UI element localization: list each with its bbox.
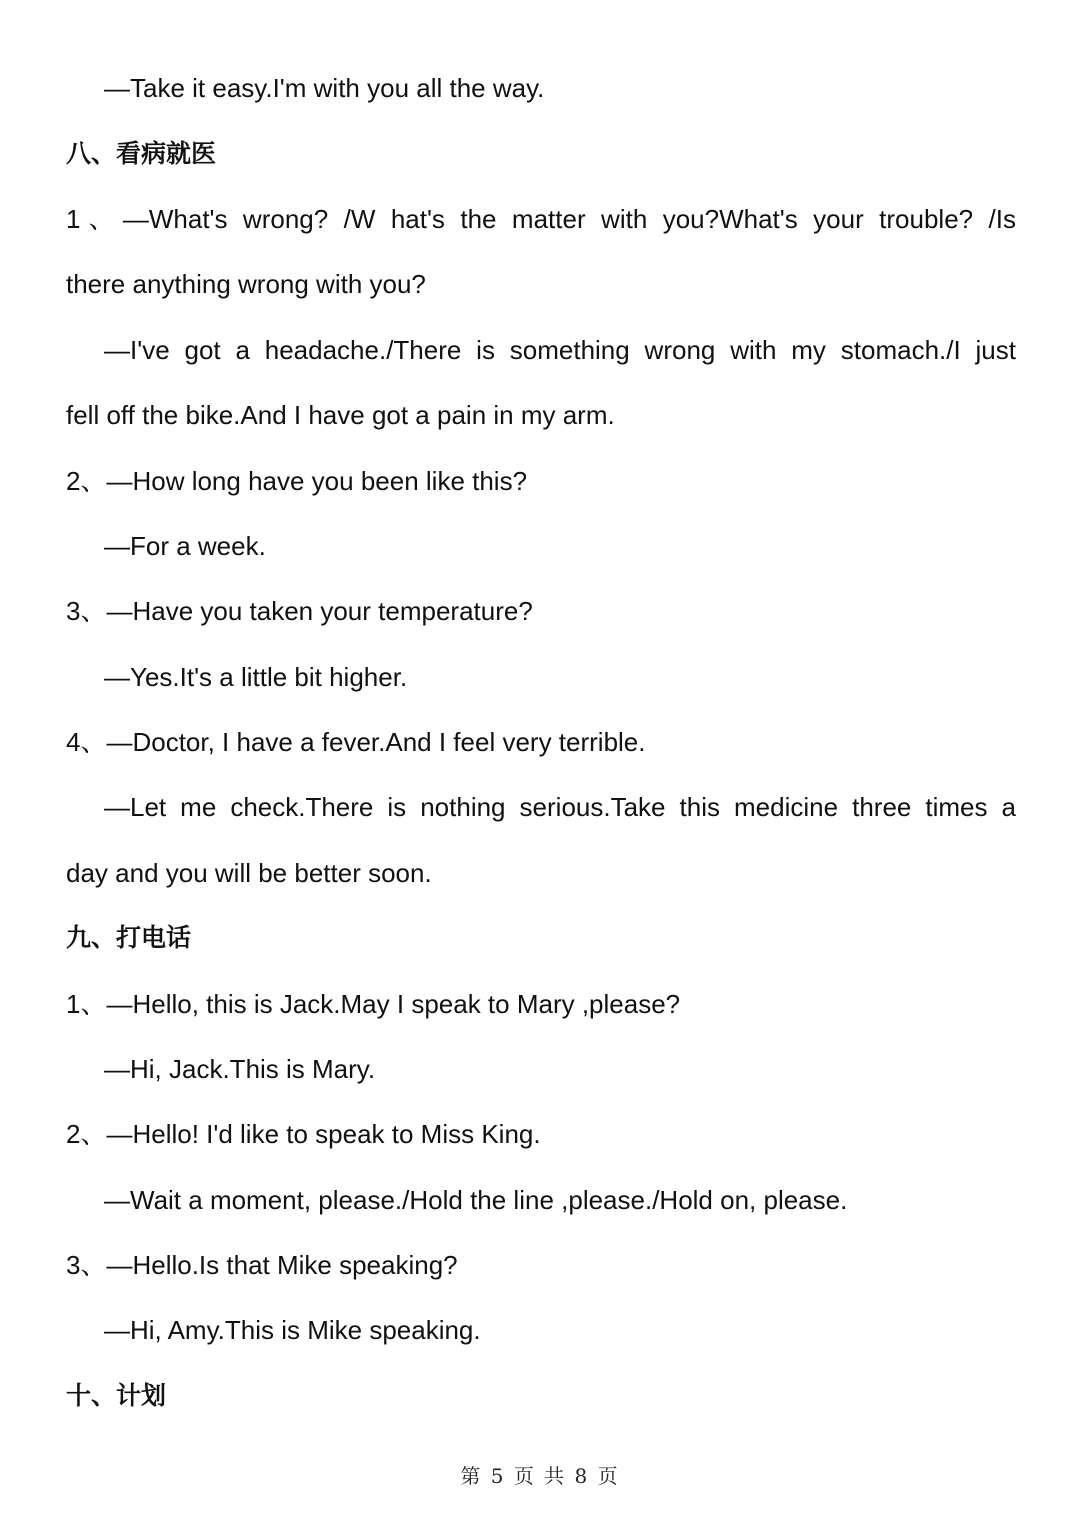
dialogue-line: there anything wrong with you? <box>66 269 426 299</box>
dialogue-line: —Yes.It's a little bit higher. <box>104 662 408 692</box>
dialogue-line: 3、—Have you taken your temperature? <box>66 596 533 626</box>
dialogue-line: —Take it easy.I'm with you all the way. <box>104 73 545 103</box>
dialogue-line: 2、—Hello! I'd like to speak to Miss King. <box>66 1119 541 1149</box>
dialogue-line: —I've got a headache./There is something wrong with my stomach./I just <box>104 335 1016 365</box>
dialogue-line: —Let me check.There is nothing serious.Take this medicine three times a <box>104 792 1016 822</box>
section-heading-phone: 九、打电话 <box>66 924 192 952</box>
dialogue-line: —For a week. <box>104 531 266 561</box>
dialogue-line: fell off the bike.And I have got a pain in my arm. <box>66 400 615 430</box>
dialogue-line: 1、—Hello, this is Jack.May I speak to Mary ,please? <box>66 989 681 1019</box>
dialogue-line: 3、—Hello.Is that Mike speaking? <box>66 1250 458 1280</box>
dialogue-line: 1、—What's wrong? /W hat's the matter with you?What's your trouble? /Is <box>66 204 1016 234</box>
dialogue-line: —Hi, Amy.This is Mike speaking. <box>104 1315 481 1345</box>
section-heading-plan: 十、计划 <box>66 1382 167 1410</box>
dialogue-line: 4、—Doctor, I have a fever.And I feel very terrible. <box>66 727 646 757</box>
page-number-footer: 第 5 页 共 8 页 <box>460 1464 620 1488</box>
section-heading-doctor: 八、看病就医 <box>66 140 217 168</box>
dialogue-line: 2、—How long have you been like this? <box>66 466 528 496</box>
dialogue-line: —Hi, Jack.This is Mary. <box>104 1054 376 1084</box>
dialogue-line: —Wait a moment, please./Hold the line ,please./Hold on, please. <box>104 1185 848 1215</box>
dialogue-line: day and you will be better soon. <box>66 858 432 888</box>
